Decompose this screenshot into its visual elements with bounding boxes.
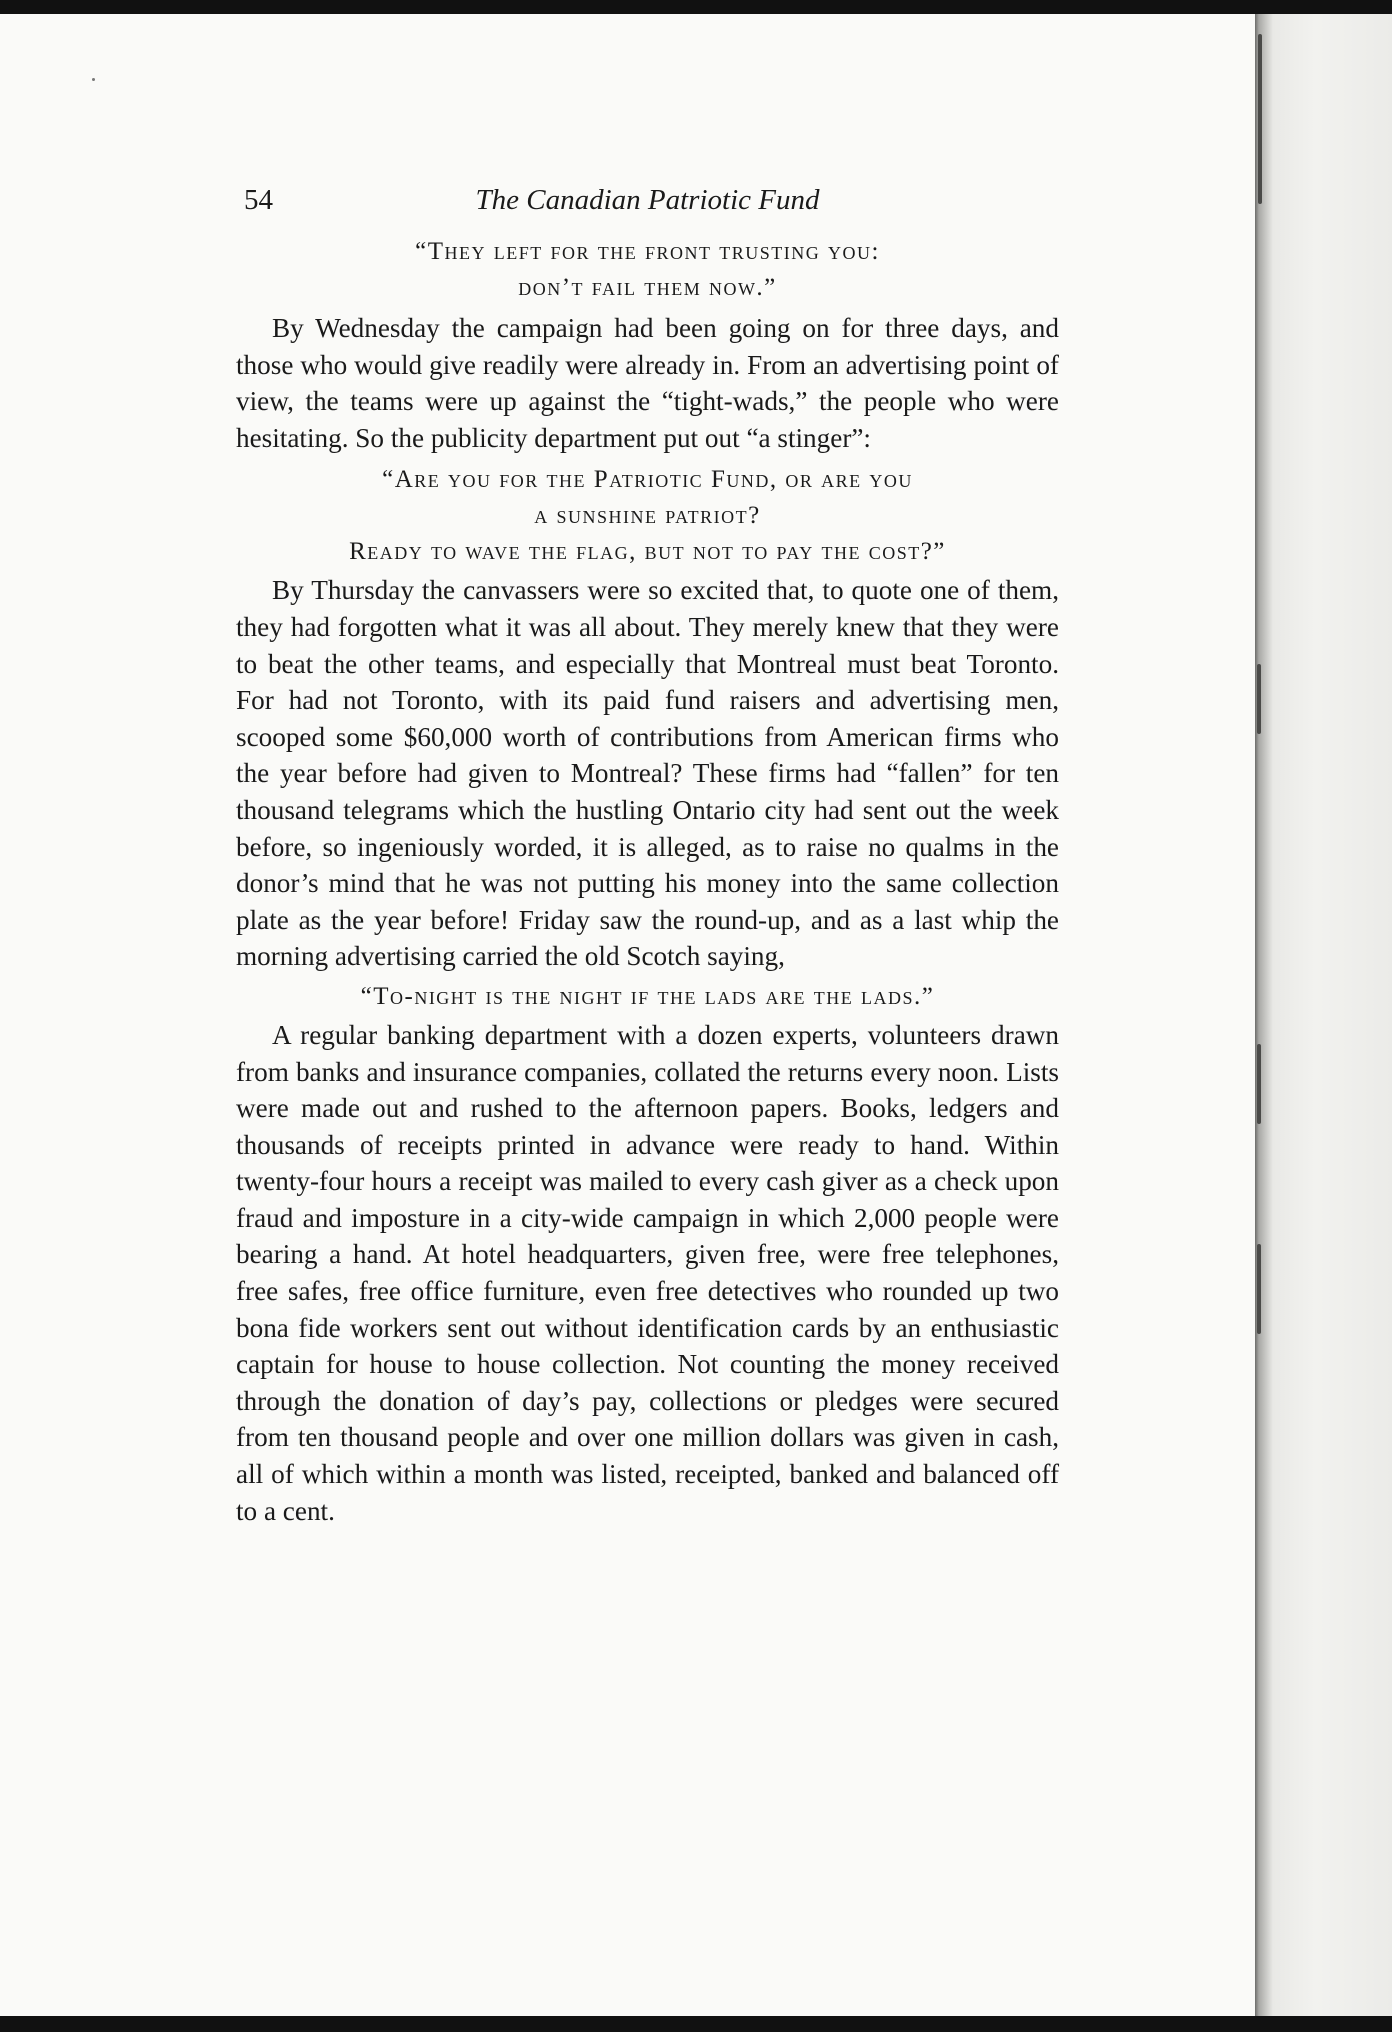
slogan-line: a sunshine patriot? [534,502,761,530]
running-head [236,180,1059,224]
body-paragraph: By Thursday the canvassers were so excited that, to quote one of them, they had forgotten what it was all about. They merely knew that they were to beat the other teams, and especially that Montreal must beat Toronto. For had not Toronto, with its paid fund raisers and advertising men, scooped some $60,000 worth of contributions from American firms who the year before had given to Montreal? These firms had “fallen” for ten thousand telegrams which the hustling Ontario city had sent out the week before, so ingeniously worded, it is alleged, as to raise no qualms in the donor’s mind that he was not putting his money into the same collection plate as the year before! Friday saw the round-up, and as a last whip the morning advertising carried the old Scotch saying, [236,575,1059,972]
page-spine-edge [1255,14,1392,2016]
slogan-line: don’t fail them now.” [518,274,777,301]
body-paragraph: A regular banking department with a dozen experts, volunteers drawn from banks and insurance companies, collated the returns every noon. Lists were made out and rushed to the afternoon papers. Books, ledgers and thousands of receipts printed in advance were ready to hand. Within twenty-four hours a receipt was mailed to every cash giver as a check upon fraud and imposture in a city-wide campaign in which 2,000 people were bearing a hand. At hotel headquarters, given free, were free telephones, free safes, free office furniture, even free detectives who rounded up two bona fide workers sent out without identification cards by an enthusiastic captain for house to house collection. Not counting the money received through the donation of day’s pay, collections or pledges were secured from ten thousand people and over one million dollars was given in cash, all of which within a month was listed, receipted, banked and balanced off to a cent. [236,1019,1059,1526]
body-paragraph: By Wednesday the campaign had been going on for three days, and those who would give readily were already in. From an advertising point of view, the teams were up against the “tight-wads,” the people who were hesitating. So the publicity department put out “a stinger”: [236,313,1059,453]
running-title: The Canadian Patriotic Fund [475,184,820,216]
slogan-line: Ready to wave the flag, but not to pay the cost?” [349,538,946,566]
slogan-heading [236,979,1059,1015]
scan-bottom-border [0,2016,1392,2032]
edge-mark [1257,1044,1261,1124]
slogan-line: “Are you for the Patriotic Fund, or are you [382,466,913,494]
edge-mark [1257,1244,1261,1334]
book-page [236,180,1059,1529]
slogan-heading [236,234,1059,306]
scan-speck [92,78,95,81]
page-number: 54 [244,184,273,216]
scan-top-border [0,0,1392,14]
slogan-heading [236,462,1059,570]
edge-mark [1258,34,1262,204]
slogan-line: “They left for the front trusting you: [415,238,880,265]
slogan-line: “To-night is the night if the lads are the lads.” [360,982,935,1010]
edge-mark [1257,664,1261,734]
